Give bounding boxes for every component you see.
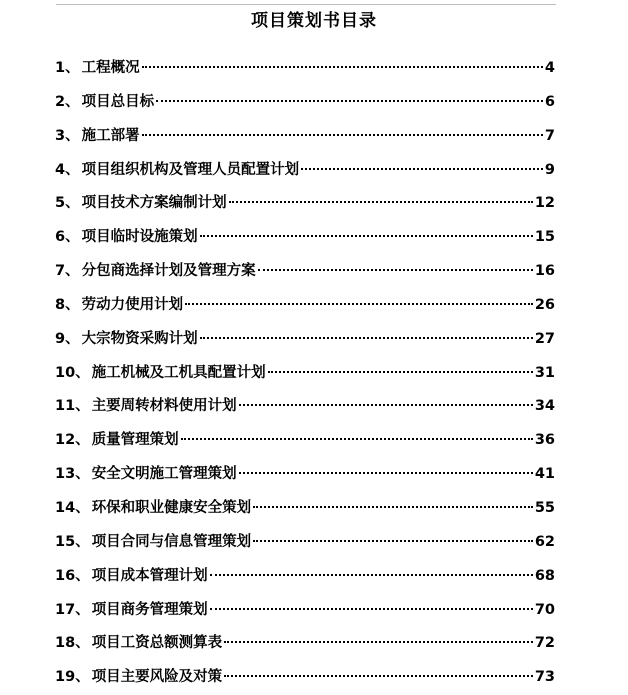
toc-entry-label[interactable]: 项目合同与信息管理策划 [91, 533, 252, 550]
toc-entry[interactable] [55, 492, 555, 526]
toc-entry[interactable] [55, 424, 555, 458]
toc-entry-separator: 、 [65, 93, 80, 110]
toc-entry[interactable] [55, 86, 555, 120]
toc-entry[interactable] [55, 627, 555, 661]
toc-entry[interactable] [55, 390, 555, 424]
toc-entry-page-number[interactable]: 27 [534, 330, 555, 347]
toc-entry-page-number[interactable]: 41 [534, 466, 555, 483]
toc-entry-separator: 、 [65, 127, 80, 144]
toc-entry-number: 7 [55, 263, 66, 280]
toc-entry-label[interactable]: 施工部署 [81, 127, 140, 144]
toc-dot-leader [156, 100, 543, 102]
toc-entry-separator: 、 [65, 195, 80, 212]
toc-entry-number: 8 [55, 296, 66, 313]
toc-entry-number: 3 [55, 127, 66, 144]
toc-entry-page-number[interactable]: 6 [544, 93, 555, 110]
toc-entry-label[interactable]: 项目成本管理计划 [91, 567, 208, 584]
toc-entry[interactable] [55, 357, 555, 391]
toc-entry[interactable] [55, 120, 555, 154]
toc-entry-page-number[interactable]: 73 [534, 669, 555, 686]
toc-entry[interactable] [55, 323, 555, 357]
toc-entry-page-number[interactable]: 9 [544, 161, 555, 178]
toc-entry-separator: 、 [65, 60, 80, 76]
toc-entry-separator: 、 [75, 601, 90, 618]
toc-entry-number: 1 [55, 60, 66, 76]
toc-dot-leader [210, 574, 533, 576]
toc-entry-separator: 、 [65, 161, 80, 178]
toc-entry-label[interactable]: 施工机械及工机具配置计划 [91, 364, 266, 381]
toc-entry-separator: 、 [65, 229, 80, 246]
toc-entry-number: 5 [55, 195, 66, 212]
toc-entry-page-number[interactable]: 72 [534, 635, 555, 652]
toc-entry-separator: 、 [65, 296, 80, 313]
toc-entry-number: 15 [55, 533, 76, 550]
toc-entry-label[interactable]: 质量管理策划 [91, 432, 179, 449]
toc-dot-leader [200, 337, 533, 339]
toc-entry-number: 10 [55, 364, 76, 381]
toc-dot-leader [181, 438, 533, 440]
toc-entry-page-number[interactable]: 70 [534, 601, 555, 618]
toc-dot-leader [239, 404, 533, 406]
toc-entry-page-number[interactable]: 36 [534, 432, 555, 449]
toc-entry-number: 19 [55, 669, 76, 686]
toc-entry-number: 2 [55, 93, 66, 110]
toc-dot-leader [224, 675, 533, 677]
toc-dot-leader [142, 66, 543, 68]
toc-entry[interactable] [55, 52, 555, 86]
toc-entry-label[interactable]: 劳动力使用计划 [81, 296, 184, 313]
toc-entry-page-number[interactable]: 68 [534, 567, 555, 584]
page-title: 项目策划书目录 [251, 11, 377, 31]
toc-entry-separator: 、 [65, 263, 80, 280]
toc-entry-page-number[interactable]: 16 [534, 263, 555, 280]
toc-entry-label[interactable]: 项目总目标 [81, 93, 155, 110]
toc-entry-separator: 、 [75, 364, 90, 381]
toc-entry-label[interactable]: 工程概况 [81, 60, 140, 76]
toc-entry-label[interactable]: 安全文明施工管理策划 [91, 466, 237, 483]
toc-entry-number: 17 [55, 601, 76, 618]
toc-dot-leader [239, 472, 533, 474]
toc-entry-label[interactable]: 项目主要风险及对策 [91, 669, 223, 686]
toc-entry-number: 18 [55, 635, 76, 652]
toc-entry-label[interactable]: 分包商选择计划及管理方案 [81, 263, 256, 280]
toc-dot-leader [224, 641, 533, 643]
toc-entry-separator: 、 [75, 669, 90, 686]
toc-entry-separator: 、 [75, 466, 90, 483]
toc-entry-label[interactable]: 项目工资总额测算表 [91, 635, 223, 652]
toc-entry[interactable] [55, 187, 555, 221]
toc-entry-separator: 、 [75, 533, 90, 550]
toc-entry-page-number[interactable]: 15 [534, 229, 555, 246]
toc-entry-number: 16 [55, 567, 76, 584]
toc-entry-separator: 、 [75, 499, 90, 516]
toc-entry-page-number[interactable]: 62 [534, 533, 555, 550]
toc-entry-label[interactable]: 大宗物资采购计划 [81, 330, 198, 347]
toc-entry[interactable] [55, 255, 555, 289]
toc-entry[interactable] [55, 154, 555, 188]
toc-dot-leader [185, 303, 533, 305]
toc-entry-page-number[interactable]: 4 [544, 60, 555, 76]
toc-entry-page-number[interactable]: 31 [534, 364, 555, 381]
toc-entry-label[interactable]: 项目临时设施策划 [81, 229, 198, 246]
toc-entry-separator: 、 [75, 635, 90, 652]
toc-entry[interactable] [55, 221, 555, 255]
toc-entry-number: 12 [55, 432, 76, 449]
toc-entry-number: 11 [55, 398, 76, 415]
toc-entry-number: 4 [55, 161, 66, 178]
toc-entry-separator: 、 [75, 398, 90, 415]
toc-entry-page-number[interactable]: 12 [534, 195, 555, 212]
toc-dot-leader [229, 201, 533, 203]
toc-dot-leader [258, 269, 533, 271]
toc-entry[interactable] [55, 526, 555, 560]
toc-entry-page-number[interactable]: 55 [534, 499, 555, 516]
toc-entry-label[interactable]: 项目组织机构及管理人员配置计划 [81, 161, 300, 178]
toc-entry-separator: 、 [75, 567, 90, 584]
toc-entry-number: 6 [55, 229, 66, 246]
toc-entry[interactable] [55, 594, 555, 628]
toc-entry-label[interactable]: 主要周转材料使用计划 [91, 398, 237, 415]
toc-entry-number: 9 [55, 330, 66, 347]
toc-entry-label[interactable]: 环保和职业健康安全策划 [91, 499, 252, 516]
toc-entry[interactable] [55, 458, 555, 492]
toc-entry-label[interactable]: 项目技术方案编制计划 [81, 195, 227, 212]
toc-dot-leader [210, 608, 533, 610]
toc-entry-number: 14 [55, 499, 76, 516]
toc-dot-leader [253, 540, 533, 542]
header-rule [56, 4, 556, 5]
toc-entry[interactable] [55, 661, 555, 695]
toc-entry-separator: 、 [75, 432, 90, 449]
toc-dot-leader [253, 506, 533, 508]
toc-entry[interactable] [55, 560, 555, 594]
toc-entry[interactable] [55, 289, 555, 323]
toc-entry-page-number[interactable]: 34 [534, 398, 555, 415]
toc-entry-separator: 、 [65, 330, 80, 347]
toc-entry-number: 13 [55, 466, 76, 483]
toc-entry-label[interactable]: 项目商务管理策划 [91, 601, 208, 618]
table-of-contents [55, 52, 555, 695]
toc-entry-page-number[interactable]: 26 [534, 296, 555, 313]
toc-dot-leader [200, 235, 533, 237]
toc-entry-page-number[interactable]: 7 [544, 127, 555, 144]
toc-dot-leader [301, 168, 543, 170]
toc-dot-leader [268, 371, 533, 373]
toc-dot-leader [142, 134, 543, 136]
